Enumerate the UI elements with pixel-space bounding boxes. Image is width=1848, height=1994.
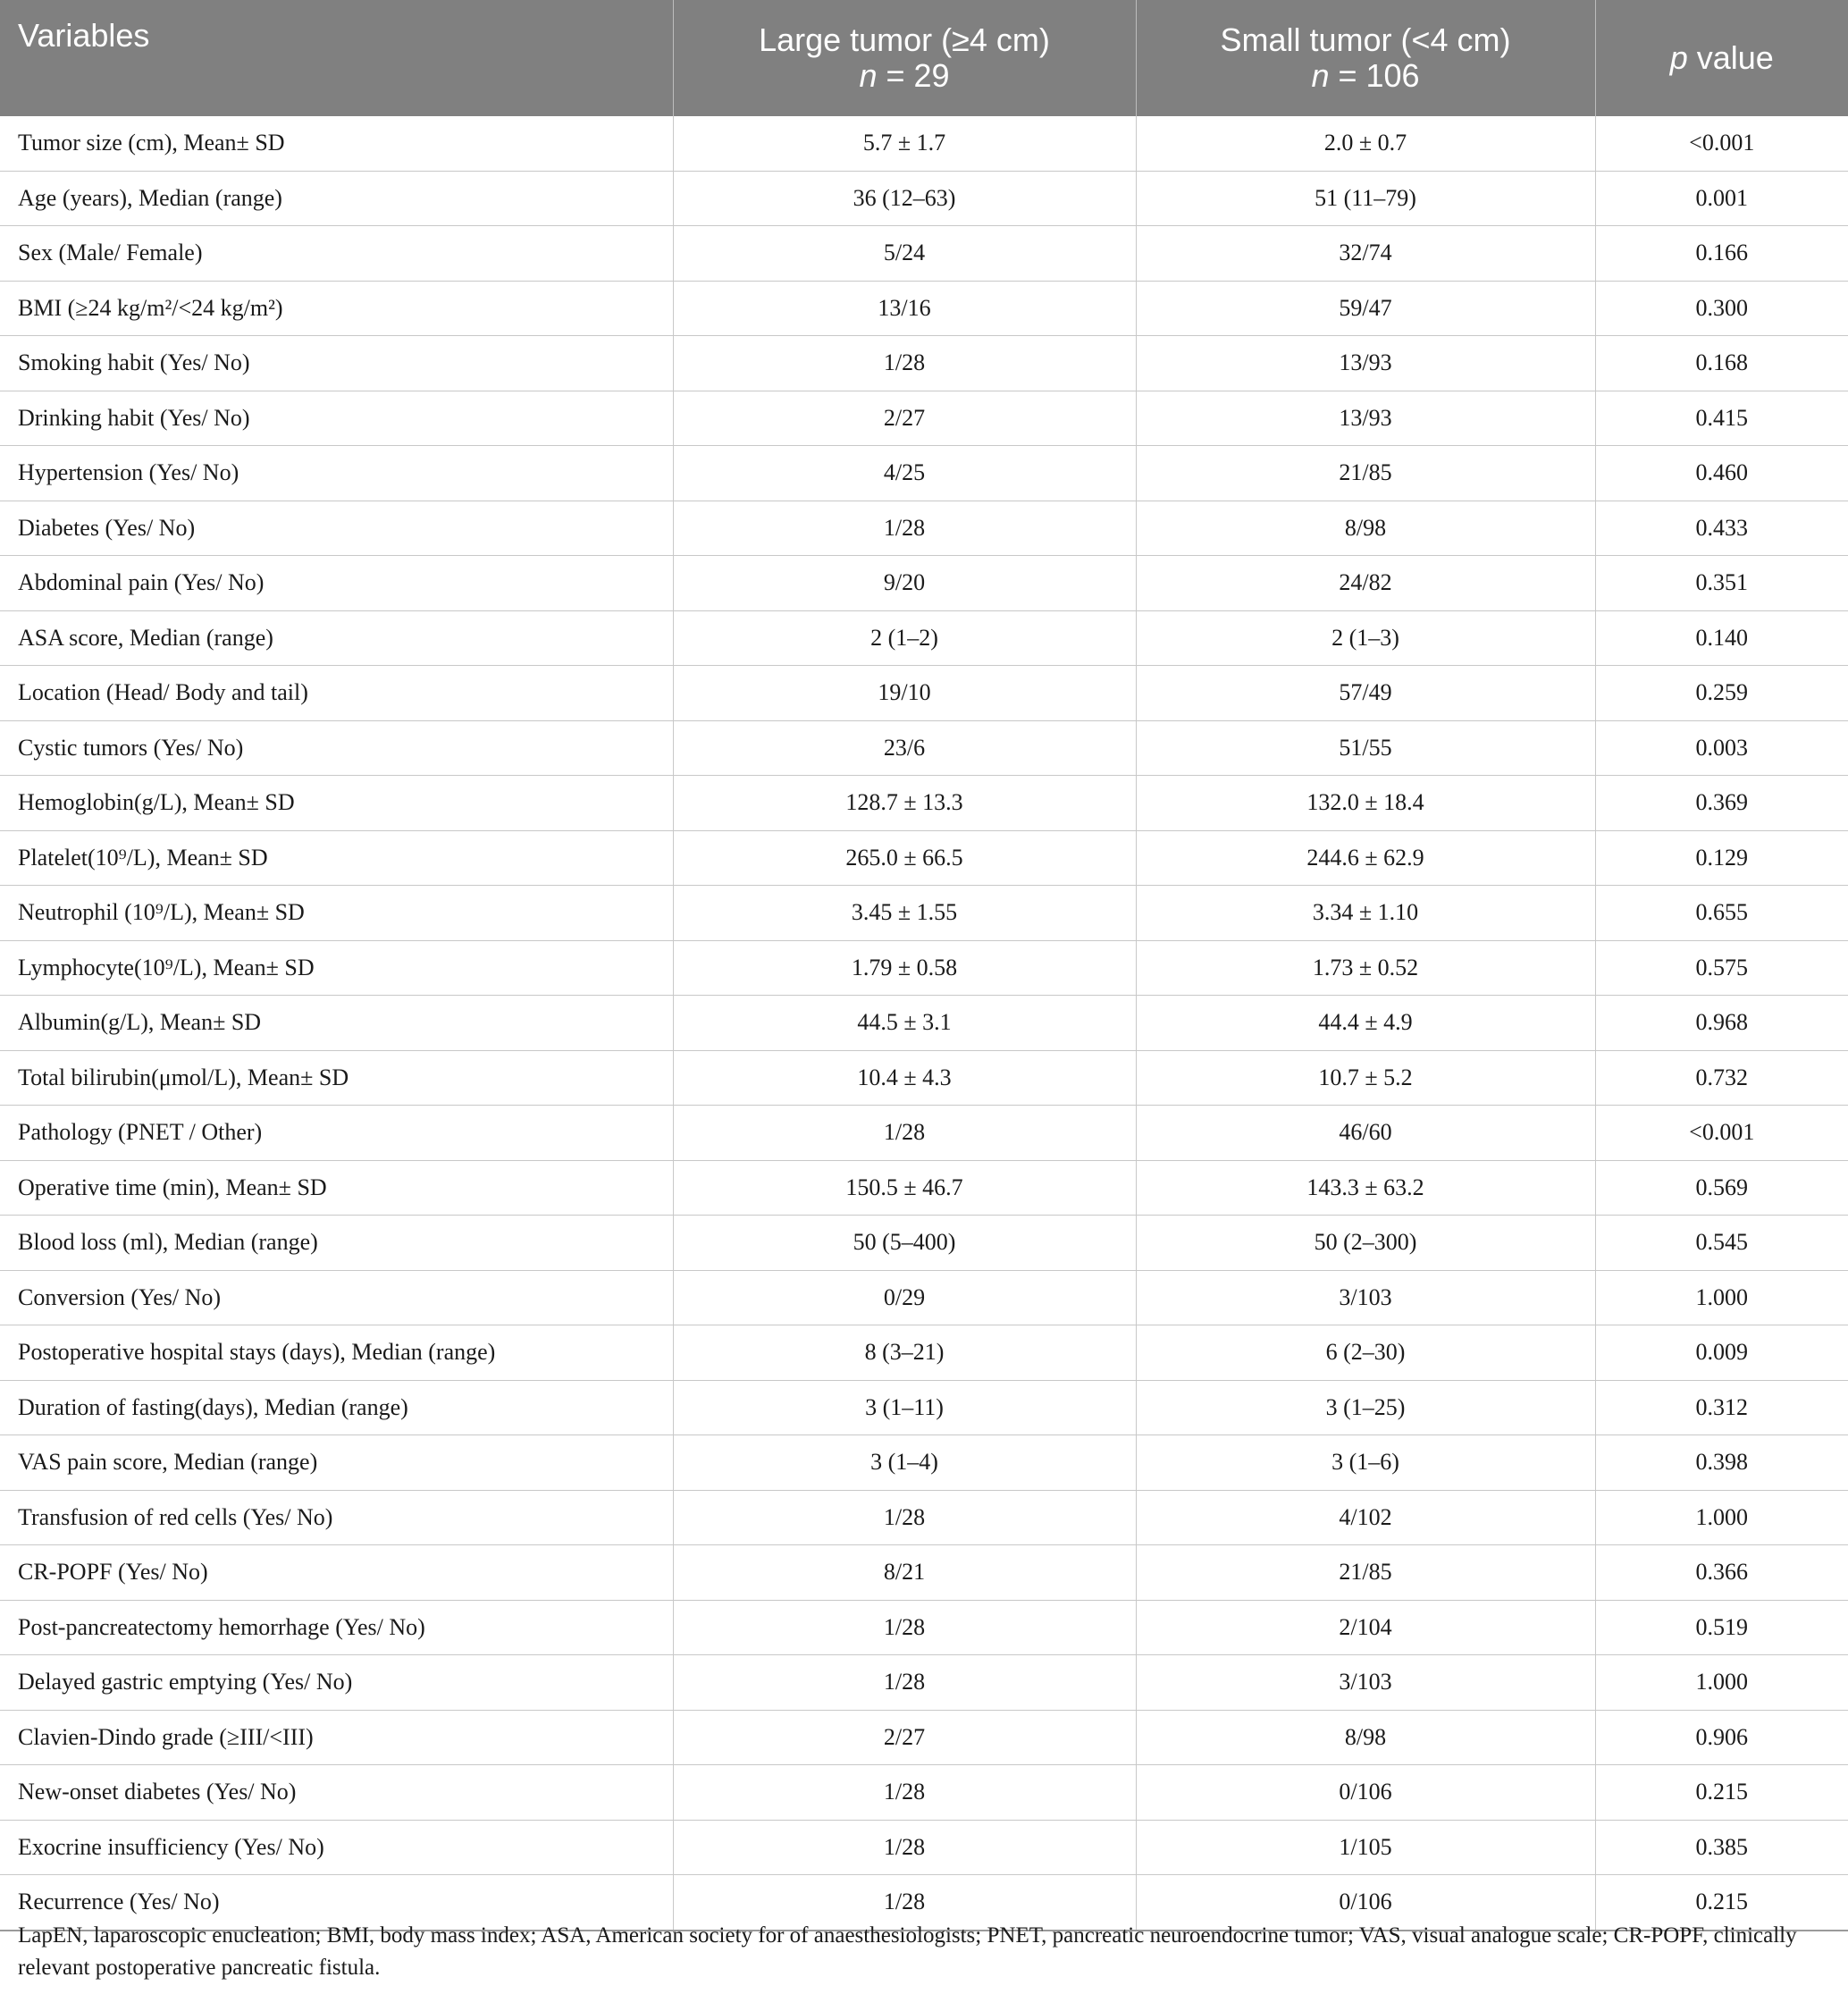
header-large-tumor-n: n = 29 xyxy=(859,57,950,94)
cell-variable: Neutrophil (10⁹/L), Mean± SD xyxy=(0,886,673,941)
table-row xyxy=(0,391,1848,446)
table-row xyxy=(0,1270,1848,1325)
cell-large-tumor: 265.0 ± 66.5 xyxy=(673,830,1136,886)
table-row xyxy=(0,1820,1848,1875)
table-row xyxy=(0,1600,1848,1655)
cell-small-tumor: 1.73 ± 0.52 xyxy=(1136,940,1595,996)
table-row xyxy=(0,1765,1848,1821)
cell-p-value: 0.215 xyxy=(1595,1765,1848,1821)
table-header xyxy=(0,0,1848,116)
cell-variable: Clavien-Dindo grade (≥III/<III) xyxy=(0,1710,673,1765)
cell-small-tumor: 2.0 ± 0.7 xyxy=(1136,116,1595,171)
cell-variable: Operative time (min), Mean± SD xyxy=(0,1160,673,1216)
cell-variable: Transfusion of red cells (Yes/ No) xyxy=(0,1490,673,1545)
cell-large-tumor: 5/24 xyxy=(673,226,1136,282)
cell-small-tumor: 59/47 xyxy=(1136,281,1595,336)
cell-p-value: 0.129 xyxy=(1595,830,1848,886)
header-small-tumor-n: n = 106 xyxy=(1311,57,1420,94)
cell-variable: Age (years), Median (range) xyxy=(0,171,673,226)
cell-variable: BMI (≥24 kg/m²/<24 kg/m²) xyxy=(0,281,673,336)
cell-variable: Blood loss (ml), Median (range) xyxy=(0,1216,673,1271)
cell-large-tumor: 44.5 ± 3.1 xyxy=(673,996,1136,1051)
cell-p-value: 0.569 xyxy=(1595,1160,1848,1216)
cell-variable: Albumin(g/L), Mean± SD xyxy=(0,996,673,1051)
cell-large-tumor: 1/28 xyxy=(673,1490,1136,1545)
cell-variable: Recurrence (Yes/ No) xyxy=(0,1875,673,1931)
cell-large-tumor: 10.4 ± 4.3 xyxy=(673,1050,1136,1106)
table-row xyxy=(0,556,1848,611)
cell-variable: Postoperative hospital stays (days), Median (range) xyxy=(0,1325,673,1381)
table-row xyxy=(0,1106,1848,1161)
cell-large-tumor: 1/28 xyxy=(673,1765,1136,1821)
cell-p-value: 0.300 xyxy=(1595,281,1848,336)
cell-large-tumor: 1/28 xyxy=(673,1600,1136,1655)
cell-small-tumor: 32/74 xyxy=(1136,226,1595,282)
cell-p-value: 0.519 xyxy=(1595,1600,1848,1655)
cell-p-value: 0.433 xyxy=(1595,501,1848,556)
cell-large-tumor: 2 (1–2) xyxy=(673,610,1136,666)
cell-large-tumor: 1/28 xyxy=(673,1875,1136,1931)
cell-variable: Platelet(10⁹/L), Mean± SD xyxy=(0,830,673,886)
cell-variable: Sex (Male/ Female) xyxy=(0,226,673,282)
cell-small-tumor: 51/55 xyxy=(1136,720,1595,776)
cell-large-tumor: 2/27 xyxy=(673,391,1136,446)
table-row xyxy=(0,776,1848,831)
cell-small-tumor: 6 (2–30) xyxy=(1136,1325,1595,1381)
cell-large-tumor: 8 (3–21) xyxy=(673,1325,1136,1381)
cell-variable: Location (Head/ Body and tail) xyxy=(0,666,673,721)
table-row xyxy=(0,610,1848,666)
cell-p-value: 0.385 xyxy=(1595,1820,1848,1875)
cell-p-value: 1.000 xyxy=(1595,1655,1848,1711)
cell-large-tumor: 1/28 xyxy=(673,501,1136,556)
cell-p-value: 0.001 xyxy=(1595,171,1848,226)
table-row xyxy=(0,1545,1848,1601)
cell-p-value: 0.366 xyxy=(1595,1545,1848,1601)
cell-large-tumor: 5.7 ± 1.7 xyxy=(673,116,1136,171)
table-row xyxy=(0,940,1848,996)
cell-variable: New-onset diabetes (Yes/ No) xyxy=(0,1765,673,1821)
cell-small-tumor: 1/105 xyxy=(1136,1820,1595,1875)
header-small-tumor-label: Small tumor (<4 cm) xyxy=(1220,21,1511,58)
table-row xyxy=(0,1050,1848,1106)
cell-p-value: 0.415 xyxy=(1595,391,1848,446)
table-row xyxy=(0,501,1848,556)
cell-p-value: 0.312 xyxy=(1595,1380,1848,1435)
cell-small-tumor: 21/85 xyxy=(1136,446,1595,501)
cell-large-tumor: 19/10 xyxy=(673,666,1136,721)
cell-large-tumor: 1/28 xyxy=(673,1655,1136,1711)
cell-p-value: 1.000 xyxy=(1595,1270,1848,1325)
cell-p-value: 0.215 xyxy=(1595,1875,1848,1931)
cell-p-value: 0.140 xyxy=(1595,610,1848,666)
header-variables: Variables xyxy=(0,0,673,116)
cell-variable: Smoking habit (Yes/ No) xyxy=(0,336,673,391)
cell-p-value: 0.351 xyxy=(1595,556,1848,611)
cell-variable: Exocrine insufficiency (Yes/ No) xyxy=(0,1820,673,1875)
cell-small-tumor: 0/106 xyxy=(1136,1765,1595,1821)
cell-small-tumor: 143.3 ± 63.2 xyxy=(1136,1160,1595,1216)
cell-p-value: 0.009 xyxy=(1595,1325,1848,1381)
cell-small-tumor: 4/102 xyxy=(1136,1490,1595,1545)
cell-large-tumor: 0/29 xyxy=(673,1270,1136,1325)
cell-large-tumor: 3.45 ± 1.55 xyxy=(673,886,1136,941)
cell-large-tumor: 36 (12–63) xyxy=(673,171,1136,226)
cell-variable: Duration of fasting(days), Median (range) xyxy=(0,1380,673,1435)
cell-p-value: 0.732 xyxy=(1595,1050,1848,1106)
cell-variable: Lymphocyte(10⁹/L), Mean± SD xyxy=(0,940,673,996)
cell-p-value: <0.001 xyxy=(1595,116,1848,171)
cell-p-value: 0.168 xyxy=(1595,336,1848,391)
table-row xyxy=(0,1216,1848,1271)
cell-p-value: 0.968 xyxy=(1595,996,1848,1051)
table-row xyxy=(0,336,1848,391)
cell-p-value: 0.259 xyxy=(1595,666,1848,721)
table-footnote: LapEN, laparoscopic enucleation; BMI, body mass index; ASA, American society for of anaesthesiologists; PNET, pancreatic neuroendocrine tumor; VAS, visual analogue scale; CR-POPF, clinically relevant postoperative pancreatic fistula. xyxy=(18,1923,1797,1980)
cell-p-value: 0.369 xyxy=(1595,776,1848,831)
cell-small-tumor: 57/49 xyxy=(1136,666,1595,721)
header-p-value: p value xyxy=(1595,0,1848,116)
table-row xyxy=(0,666,1848,721)
cell-large-tumor: 23/6 xyxy=(673,720,1136,776)
cell-large-tumor: 9/20 xyxy=(673,556,1136,611)
cell-small-tumor: 8/98 xyxy=(1136,1710,1595,1765)
cell-small-tumor: 3.34 ± 1.10 xyxy=(1136,886,1595,941)
cell-variable: Total bilirubin(μmol/L), Mean± SD xyxy=(0,1050,673,1106)
table-row xyxy=(0,1490,1848,1545)
table-row xyxy=(0,720,1848,776)
cell-p-value: 0.655 xyxy=(1595,886,1848,941)
table-row xyxy=(0,171,1848,226)
cell-large-tumor: 4/25 xyxy=(673,446,1136,501)
table-row xyxy=(0,1160,1848,1216)
cell-small-tumor: 3 (1–6) xyxy=(1136,1435,1595,1491)
cell-small-tumor: 13/93 xyxy=(1136,336,1595,391)
table-row xyxy=(0,830,1848,886)
table-row xyxy=(0,996,1848,1051)
cell-large-tumor: 13/16 xyxy=(673,281,1136,336)
cell-variable: Hemoglobin(g/L), Mean± SD xyxy=(0,776,673,831)
cell-variable: CR-POPF (Yes/ No) xyxy=(0,1545,673,1601)
cell-small-tumor: 3/103 xyxy=(1136,1270,1595,1325)
cell-small-tumor: 44.4 ± 4.9 xyxy=(1136,996,1595,1051)
cell-variable: Pathology (PNET / Other) xyxy=(0,1106,673,1161)
cell-small-tumor: 13/93 xyxy=(1136,391,1595,446)
cell-large-tumor: 3 (1–11) xyxy=(673,1380,1136,1435)
cell-variable: Post-pancreatectomy hemorrhage (Yes/ No) xyxy=(0,1600,673,1655)
cell-variable: Tumor size (cm), Mean± SD xyxy=(0,116,673,171)
table-row xyxy=(0,446,1848,501)
table-row xyxy=(0,1380,1848,1435)
cell-small-tumor: 3/103 xyxy=(1136,1655,1595,1711)
table-row xyxy=(0,1655,1848,1711)
cell-p-value: 0.460 xyxy=(1595,446,1848,501)
table-row xyxy=(0,1710,1848,1765)
cell-small-tumor: 132.0 ± 18.4 xyxy=(1136,776,1595,831)
cell-variable: Drinking habit (Yes/ No) xyxy=(0,391,673,446)
cell-large-tumor: 50 (5–400) xyxy=(673,1216,1136,1271)
cell-large-tumor: 1/28 xyxy=(673,1106,1136,1161)
cell-large-tumor: 1.79 ± 0.58 xyxy=(673,940,1136,996)
cell-p-value: 0.003 xyxy=(1595,720,1848,776)
cell-large-tumor: 150.5 ± 46.7 xyxy=(673,1160,1136,1216)
cell-variable: Diabetes (Yes/ No) xyxy=(0,501,673,556)
cell-small-tumor: 51 (11–79) xyxy=(1136,171,1595,226)
cell-large-tumor: 1/28 xyxy=(673,1820,1136,1875)
cell-p-value: 0.575 xyxy=(1595,940,1848,996)
cell-small-tumor: 8/98 xyxy=(1136,501,1595,556)
cell-small-tumor: 3 (1–25) xyxy=(1136,1380,1595,1435)
header-large-tumor xyxy=(673,0,1136,116)
cell-variable: Hypertension (Yes/ No) xyxy=(0,446,673,501)
cell-variable: ASA score, Median (range) xyxy=(0,610,673,666)
cell-p-value: <0.001 xyxy=(1595,1106,1848,1161)
table-row xyxy=(0,226,1848,282)
table-row xyxy=(0,116,1848,171)
cell-small-tumor: 21/85 xyxy=(1136,1545,1595,1601)
header-small-tumor xyxy=(1136,0,1595,116)
cell-p-value: 0.906 xyxy=(1595,1710,1848,1765)
header-row xyxy=(0,0,1848,116)
cell-large-tumor: 2/27 xyxy=(673,1710,1136,1765)
table-body xyxy=(0,116,1848,1931)
cell-p-value: 0.166 xyxy=(1595,226,1848,282)
cell-variable: Delayed gastric emptying (Yes/ No) xyxy=(0,1655,673,1711)
cell-p-value: 1.000 xyxy=(1595,1490,1848,1545)
cell-small-tumor: 2/104 xyxy=(1136,1600,1595,1655)
cell-small-tumor: 46/60 xyxy=(1136,1106,1595,1161)
cell-variable: Cystic tumors (Yes/ No) xyxy=(0,720,673,776)
table-row xyxy=(0,1435,1848,1491)
cell-small-tumor: 244.6 ± 62.9 xyxy=(1136,830,1595,886)
cell-small-tumor: 10.7 ± 5.2 xyxy=(1136,1050,1595,1106)
cell-small-tumor: 24/82 xyxy=(1136,556,1595,611)
cell-small-tumor: 2 (1–3) xyxy=(1136,610,1595,666)
cell-variable: VAS pain score, Median (range) xyxy=(0,1435,673,1491)
cell-large-tumor: 1/28 xyxy=(673,336,1136,391)
cell-variable: Conversion (Yes/ No) xyxy=(0,1270,673,1325)
table-row xyxy=(0,886,1848,941)
table-row xyxy=(0,1325,1848,1381)
cell-small-tumor: 0/106 xyxy=(1136,1875,1595,1931)
cell-large-tumor: 8/21 xyxy=(673,1545,1136,1601)
cell-variable: Abdominal pain (Yes/ No) xyxy=(0,556,673,611)
cell-large-tumor: 128.7 ± 13.3 xyxy=(673,776,1136,831)
header-large-tumor-label: Large tumor (≥4 cm) xyxy=(759,21,1050,58)
cell-small-tumor: 50 (2–300) xyxy=(1136,1216,1595,1271)
cell-p-value: 0.545 xyxy=(1595,1216,1848,1271)
cell-large-tumor: 3 (1–4) xyxy=(673,1435,1136,1491)
cell-p-value: 0.398 xyxy=(1595,1435,1848,1491)
table-row xyxy=(0,281,1848,336)
